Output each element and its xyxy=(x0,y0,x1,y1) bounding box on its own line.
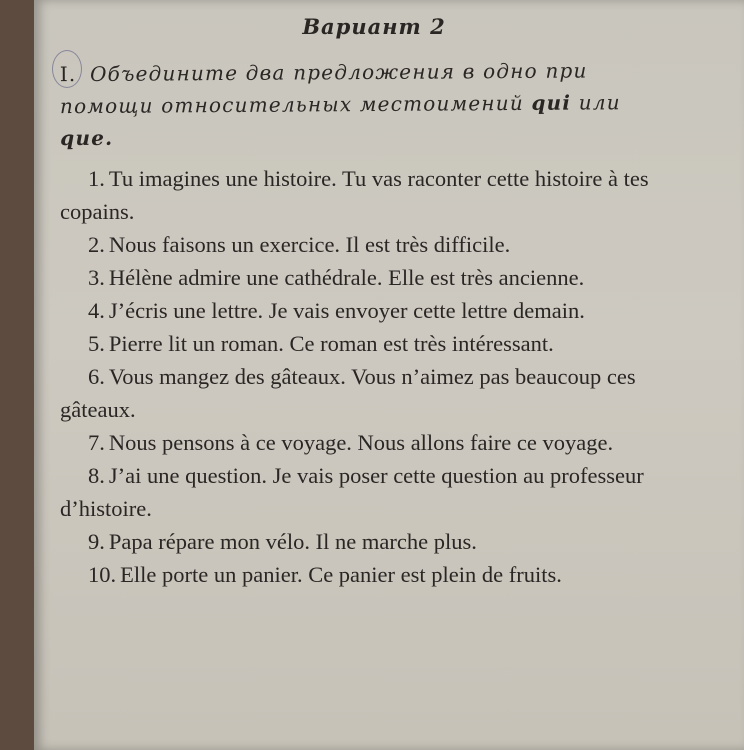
task-connector: или xyxy=(578,90,621,115)
item-text: Pierre lit un roman. Ce roman est très intéressant. xyxy=(108,331,554,356)
variant-heading: Вариант 2 xyxy=(302,14,446,39)
task-word-qui: qui xyxy=(531,90,572,115)
task-number: I. xyxy=(59,62,77,87)
exercise-item xyxy=(60,459,700,525)
item-number: 2. xyxy=(88,232,105,257)
exercise-item xyxy=(60,525,700,558)
item-number: 3. xyxy=(88,265,105,290)
item-text: Nous faisons un exercice. Il est très difficile. xyxy=(108,232,511,257)
item-number: 8. xyxy=(88,463,105,488)
item-text: J’écris une lettre. Je vais envoyer cette lettre demain. xyxy=(108,298,585,323)
task-word-que: que. xyxy=(60,125,114,151)
exercise-item xyxy=(60,426,700,459)
item-number: 9. xyxy=(88,529,105,554)
exercise-item xyxy=(60,162,700,228)
item-number: 5. xyxy=(88,331,105,356)
task-text: Объедините два предложения в одно при помощи относительных местоимений xyxy=(59,58,588,119)
exercise-item xyxy=(60,294,700,327)
item-text: Nous pensons à ce voyage. Nous allons faire ce voyage. xyxy=(108,430,614,455)
item-number: 1. xyxy=(88,166,105,191)
exercise-item xyxy=(60,327,700,360)
item-text: Tu imagines une histoire. Tu vas raconter cette histoire à tes copains. xyxy=(60,166,649,224)
item-text: Vous mangez des gâteaux. Vous n’aimez pas beaucoup ces gâteaux. xyxy=(60,364,636,422)
item-number: 6. xyxy=(88,364,105,389)
exercise-item xyxy=(60,261,700,294)
exercise-item xyxy=(60,228,700,261)
item-text: J’ai une question. Je vais poser cette question au professeur d’histoire. xyxy=(60,463,644,521)
item-number: 4. xyxy=(88,298,105,323)
item-number: 10. xyxy=(88,562,117,587)
item-text: Elle porte un panier. Ce panier est plein de fruits. xyxy=(120,562,562,587)
task-instruction xyxy=(60,54,681,154)
exercise-item xyxy=(60,558,700,591)
item-text: Papa répare mon vélo. Il ne marche plus. xyxy=(108,529,477,554)
item-text: Hélène admire une cathédrale. Elle est très ancienne. xyxy=(108,265,585,290)
exercise-item xyxy=(60,360,700,426)
book-page xyxy=(34,0,744,750)
exercise-list xyxy=(60,162,700,591)
item-number: 7. xyxy=(88,430,105,455)
